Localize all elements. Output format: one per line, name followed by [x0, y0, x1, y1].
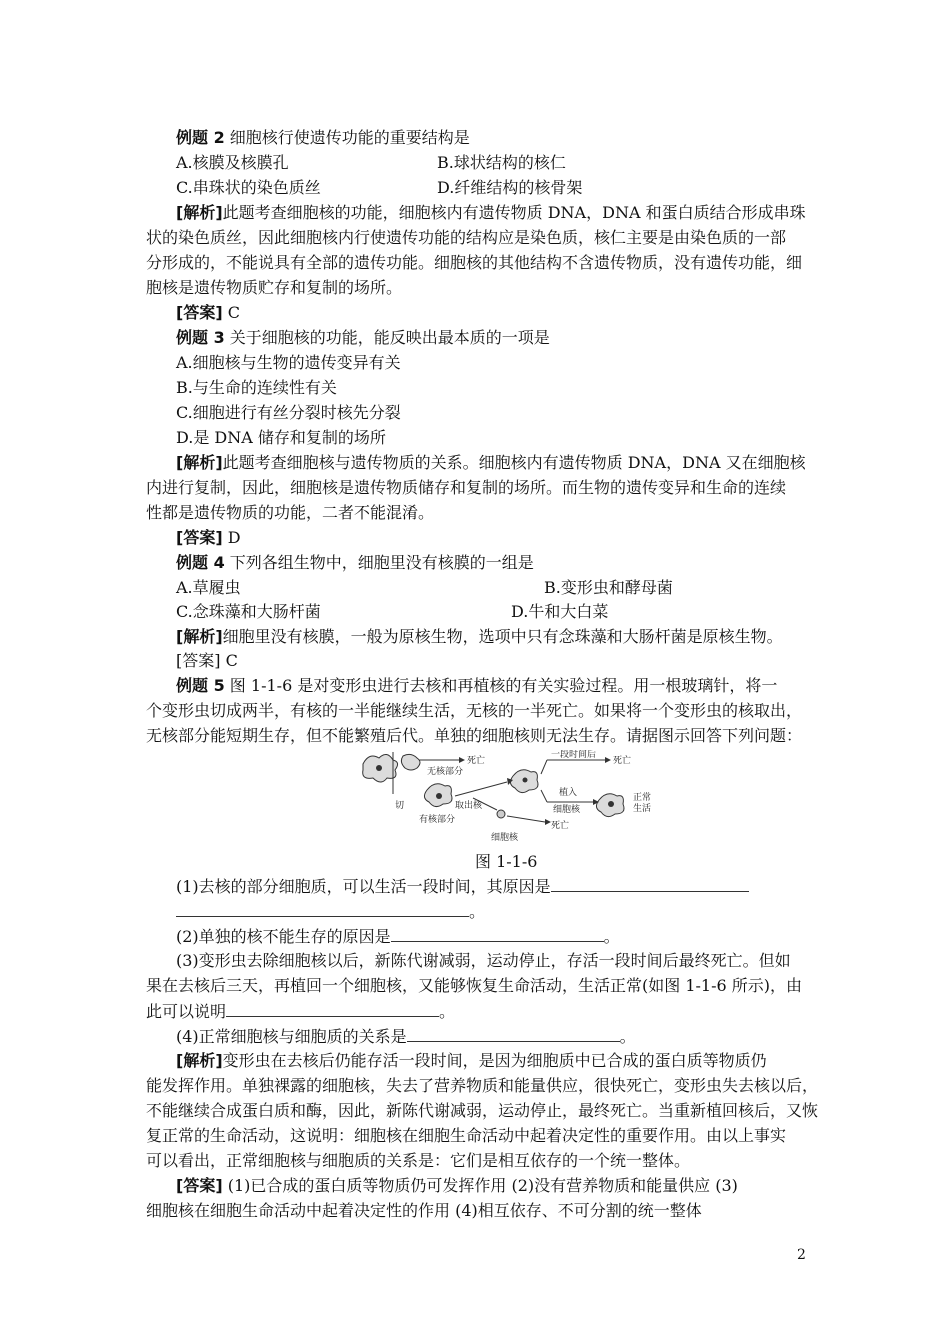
example-4-option-a: A.草履虫 — [176, 578, 241, 597]
example-2-option-a: A.核膜及核膜孔 — [176, 153, 289, 172]
example-3-answer: [答案] D — [176, 528, 241, 547]
example-2-analysis-line: 状的染色质丝，因此细胞核内行使遗传功能的结构应是染色质，核仁主要是由染色质的一部 — [146, 228, 787, 247]
answer-blank[interactable] — [551, 876, 749, 892]
nucleus-dot — [376, 765, 382, 771]
example-4-answer: [答案] C — [176, 651, 238, 670]
answer-label: [答案] — [176, 1176, 223, 1195]
answer-blank[interactable] — [407, 1026, 620, 1042]
example-5-analysis-line: 复正常的生命活动，这说明：细胞核在细胞生命活动中起着决定性的重要作用。由以上事实 — [146, 1126, 787, 1145]
example-5-question-3-line: 果在去核后三天，再植回一个细胞核，又能够恢复生命活动，生活正常(如图 1-1-6 所示)，由 — [146, 976, 803, 995]
label-dead: 死亡 — [613, 756, 632, 766]
label-no-nucleus-part: 无核部分 — [427, 767, 464, 777]
example-5-analysis-line: 不能继续合成蛋白质和酶，因此，新陈代谢减弱，运动停止，最终死亡。当重新植回核后，又恢 — [146, 1101, 819, 1120]
example-5-answer: [答案] (1)已合成的蛋白质等物质仍可发挥作用 (2)没有营养物质和能量供应 (3) — [176, 1176, 738, 1195]
example-3-analysis-line: [解析]此题考查细胞核与遗传物质的关系。细胞核内有遗传物质 DNA，DNA 又在细胞核 — [176, 453, 806, 472]
example-2-label: 例题 2 — [176, 128, 225, 147]
example-2-option-c: C.串珠状的染色质丝 — [176, 178, 321, 197]
example-3-analysis-line: 内进行复制，因此，细胞核是遗传物质储存和复制的场所。而生物的遗传变异和生命的连续 — [146, 478, 787, 497]
example-5-question-1-continued: 。 — [176, 901, 485, 922]
example-5-question-1: (1)去核的部分细胞质，可以生活一段时间，其原因是 — [176, 876, 749, 897]
isolated-nucleus — [497, 810, 505, 818]
nucleus-dot — [523, 778, 528, 783]
example-3-option-d: D.是 DNA 储存和复制的场所 — [176, 428, 386, 447]
example-5-label: 例题 5 — [176, 676, 225, 695]
example-2-option-b: B.球状结构的核仁 — [437, 153, 566, 172]
arrow — [507, 816, 545, 822]
arrow — [541, 760, 547, 774]
label-dead: 死亡 — [467, 756, 486, 766]
example-5-intro: 例题 5 图 1-1-6 是对变形虫进行去核和再植核的有关实验过程。用一根玻璃针，将一 — [176, 676, 778, 695]
example-4-question: 例题 4 下列各组生物中，细胞里没有核膜的一组是 — [176, 553, 534, 572]
label-living: 生活 — [633, 804, 652, 814]
figure-caption: 图 1-1-6 — [475, 852, 538, 871]
example-5-question-3-line: 此可以说明 。 — [146, 1002, 456, 1021]
example-2-analysis-line: [解析]此题考查细胞核的功能，细胞核内有遗传物质 DNA，DNA 和蛋白质结合形成串珠 — [176, 203, 806, 222]
example-4-option-d: D.牛和大白菜 — [511, 602, 609, 621]
answer-label: [答案] — [176, 528, 223, 547]
example-5-question-4: (4)正常细胞核与细胞质的关系是 。 — [176, 1027, 636, 1046]
arrow — [541, 790, 547, 802]
amoeba-experiment-figure — [355, 750, 665, 850]
example-5-intro-line: 个变形虫切成两半，有核的一半能继续生活，无核的一半死亡。如果将一个变形虫的核取出， — [146, 701, 803, 720]
example-3-option-b: B.与生命的连续性有关 — [176, 378, 337, 397]
label-cut: 切 — [395, 801, 405, 811]
example-2-option-d: D.纤维结构的核骨架 — [437, 178, 583, 197]
label-after-time: 一段时间后 — [551, 750, 597, 760]
label-implant-nucleus: 细胞核 — [553, 805, 581, 815]
analysis-label: [解析] — [176, 453, 223, 472]
answer-blank[interactable] — [226, 1001, 439, 1017]
example-3-option-c: C.细胞进行有丝分裂时核先分裂 — [176, 403, 401, 422]
example-5-answer-line: 细胞核在细胞生命活动中起着决定性的作用 (4)相互依存、不可分割的统一整体 — [146, 1201, 702, 1220]
example-4-label: 例题 4 — [176, 553, 225, 572]
answer-blank[interactable] — [391, 926, 604, 942]
example-2-answer: [答案] C — [176, 303, 240, 322]
label-normal: 正常 — [633, 793, 652, 803]
label-take-out-nucleus: 取出核 — [455, 801, 483, 811]
arrow — [455, 782, 507, 796]
analysis-label: [解析] — [176, 1051, 223, 1070]
example-3-option-a: A.细胞核与生物的遗传变异有关 — [176, 353, 401, 372]
example-3-question: 例题 3 关于细胞核的功能，能反映出最本质的一项是 — [176, 328, 550, 347]
example-4-analysis-line: [解析]细胞里没有核膜，一般为原核生物，选项中只有念珠藻和大肠杆菌是原核生物。 — [176, 627, 783, 646]
example-2-analysis-line: 分形成的，不能说具有全部的遗传功能。细胞核的其他结构不含遗传物质，没有遗传功能，细 — [146, 253, 803, 272]
label-implant: 植入 — [559, 788, 578, 798]
example-5-question-2: (2)单独的核不能生存的原因是 。 — [176, 927, 620, 946]
example-2-analysis-line: 胞核是遗传物质贮存和复制的场所。 — [146, 278, 403, 297]
nucleus-dot — [608, 801, 614, 807]
nucleus-dot — [436, 793, 442, 799]
analysis-label: [解析] — [176, 627, 223, 646]
example-4-option-c: C.念珠藻和大肠杆菌 — [176, 602, 321, 621]
example-5-question-3: (3)变形虫去除细胞核以后，新陈代谢减弱，运动停止，存活一段时间后最终死亡。但如 — [176, 951, 791, 970]
analysis-label: [解析] — [176, 203, 223, 222]
label-dead: 死亡 — [551, 821, 570, 831]
example-3-analysis-line: 性都是遗传物质的功能，二者不能混淆。 — [146, 503, 435, 522]
example-5-analysis-line: [解析]变形虫在去核后仍能存活一段时间，是因为细胞质中已合成的蛋白质等物质仍 — [176, 1051, 767, 1070]
label-nucleus: 细胞核 — [491, 833, 519, 843]
example-5-analysis-line: 可以看出，正常细胞核与细胞质的关系是：它们是相互依存的一个统一整体。 — [146, 1151, 691, 1170]
example-4-option-b: B.变形虫和酵母菌 — [544, 578, 673, 597]
example-3-label: 例题 3 — [176, 328, 225, 347]
answer-blank[interactable] — [176, 901, 469, 917]
answer-label: [答案] — [176, 303, 223, 322]
example-2-question: 例题 2 细胞核行使遗传功能的重要结构是 — [176, 128, 470, 147]
arrowhead — [605, 757, 611, 763]
amoeba-no-nucleus-icon — [401, 754, 420, 770]
label-with-nucleus-part: 有核部分 — [419, 815, 456, 825]
example-5-intro-line: 无核部分能短期生存，但不能繁殖后代。单独的细胞核则无法生存。请据图示回答下列问题： — [146, 726, 803, 745]
example-5-analysis-line: 能发挥作用。单独裸露的细胞核，失去了营养物质和能量供应，很快死亡，变形虫失去核以后， — [146, 1076, 819, 1095]
arrowhead — [459, 757, 465, 763]
page-number: 2 — [797, 1247, 806, 1263]
